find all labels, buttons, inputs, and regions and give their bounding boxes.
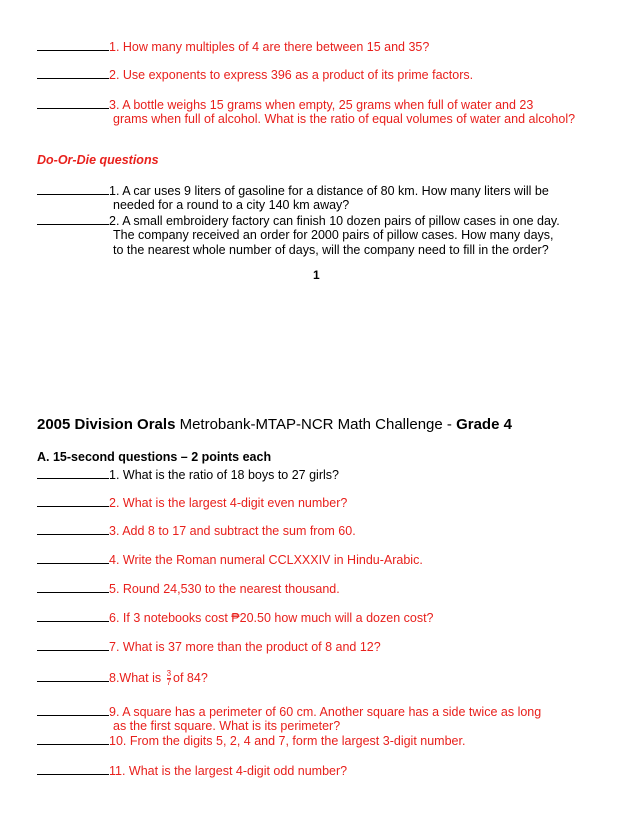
question-text: 3. A bottle weighs 15 grams when empty, 25 grams when full of water and 23 bbox=[109, 98, 534, 112]
question-continuation: needed for a round to a city 140 km away? bbox=[113, 198, 350, 212]
title-grade: Grade 4 bbox=[456, 416, 512, 433]
question-continuation: grams when full of alcohol. What is the ratio of equal volumes of water and alcohol? bbox=[113, 112, 576, 126]
question-continuation: to the nearest whole number of days, will the company need to fill in the order? bbox=[113, 243, 549, 257]
page-title bbox=[37, 416, 512, 433]
question-top-2 bbox=[37, 66, 627, 83]
question-a-10 bbox=[37, 732, 627, 749]
question-a-2 bbox=[37, 494, 627, 511]
question-a-8 bbox=[37, 669, 627, 687]
question-text: 6. If 3 notebooks cost ₱20.50 how much will a dozen cost? bbox=[109, 611, 434, 625]
question-text: 2. What is the largest 4-digit even number? bbox=[109, 496, 348, 510]
question-a-4 bbox=[37, 551, 627, 568]
answer-blank[interactable] bbox=[37, 494, 109, 507]
section-a-heading: A. 15-second questions – 2 points each bbox=[37, 450, 272, 464]
question-text: 4. Write the Roman numeral CCLXXXIV in Hindu-Arabic. bbox=[109, 553, 423, 567]
answer-blank[interactable] bbox=[37, 609, 109, 622]
question-a-6 bbox=[37, 609, 627, 626]
question-a-7 bbox=[37, 638, 627, 655]
title-bold: 2005 Division Orals bbox=[37, 416, 176, 433]
question-text-pre: 8.What is bbox=[109, 671, 165, 685]
answer-blank[interactable] bbox=[37, 522, 109, 535]
question-a-5 bbox=[37, 580, 627, 597]
answer-blank[interactable] bbox=[37, 466, 109, 479]
answer-blank[interactable] bbox=[37, 762, 109, 775]
question-text: 3. Add 8 to 17 and subtract the sum from 60. bbox=[109, 524, 356, 538]
question-text: 2. A small embroidery factory can finish 10 dozen pairs of pillow cases in one day. bbox=[109, 214, 560, 228]
question-text: 1. A car uses 9 liters of gasoline for a distance of 80 km. How many liters will be bbox=[109, 184, 549, 198]
answer-blank[interactable] bbox=[37, 580, 109, 593]
answer-blank[interactable] bbox=[37, 551, 109, 564]
fraction bbox=[167, 670, 171, 687]
answer-blank[interactable] bbox=[37, 182, 109, 195]
section-heading-do-or-die: Do-Or-Die questions bbox=[37, 153, 159, 167]
question-a-11 bbox=[37, 762, 627, 779]
question-text: 1. How many multiples of 4 are there between 15 and 35? bbox=[109, 40, 430, 54]
question-continuation: The company received an order for 2000 pairs of pillow cases. How many days, bbox=[113, 228, 554, 242]
question-a-3 bbox=[37, 522, 627, 539]
answer-blank[interactable] bbox=[37, 66, 109, 79]
answer-blank[interactable] bbox=[37, 96, 109, 109]
fraction-numerator: 3 bbox=[166, 669, 172, 679]
question-text: 5. Round 24,530 to the nearest thousand. bbox=[109, 582, 340, 596]
question-text: 1. What is the ratio of 18 boys to 27 girls? bbox=[109, 468, 339, 482]
answer-blank[interactable] bbox=[37, 212, 109, 225]
question-top-1 bbox=[37, 38, 627, 55]
title-middle: Metrobank-MTAP-NCR Math Challenge - bbox=[175, 416, 457, 433]
question-text: 9. A square has a perimeter of 60 cm. Another square has a side twice as long bbox=[109, 705, 542, 719]
fraction-denominator: 7 bbox=[166, 678, 172, 688]
question-continuation: as the first square. What is its perimeter? bbox=[113, 719, 341, 733]
question-text: 10. From the digits 5, 2, 4 and 7, form the largest 3-digit number. bbox=[109, 734, 466, 748]
answer-blank[interactable] bbox=[37, 669, 109, 682]
question-text: 2. Use exponents to express 396 as a product of its prime factors. bbox=[109, 68, 474, 82]
page-number: 1 bbox=[313, 268, 320, 282]
answer-blank[interactable] bbox=[37, 638, 109, 651]
answer-blank[interactable] bbox=[37, 732, 109, 745]
question-text: 11. What is the largest 4-digit odd number? bbox=[109, 764, 348, 778]
question-text: 7. What is 37 more than the product of 8 and 12? bbox=[109, 640, 381, 654]
question-a-1 bbox=[37, 466, 627, 483]
question-text-post: of 84? bbox=[173, 671, 208, 685]
answer-blank[interactable] bbox=[37, 38, 109, 51]
answer-blank[interactable] bbox=[37, 703, 109, 716]
